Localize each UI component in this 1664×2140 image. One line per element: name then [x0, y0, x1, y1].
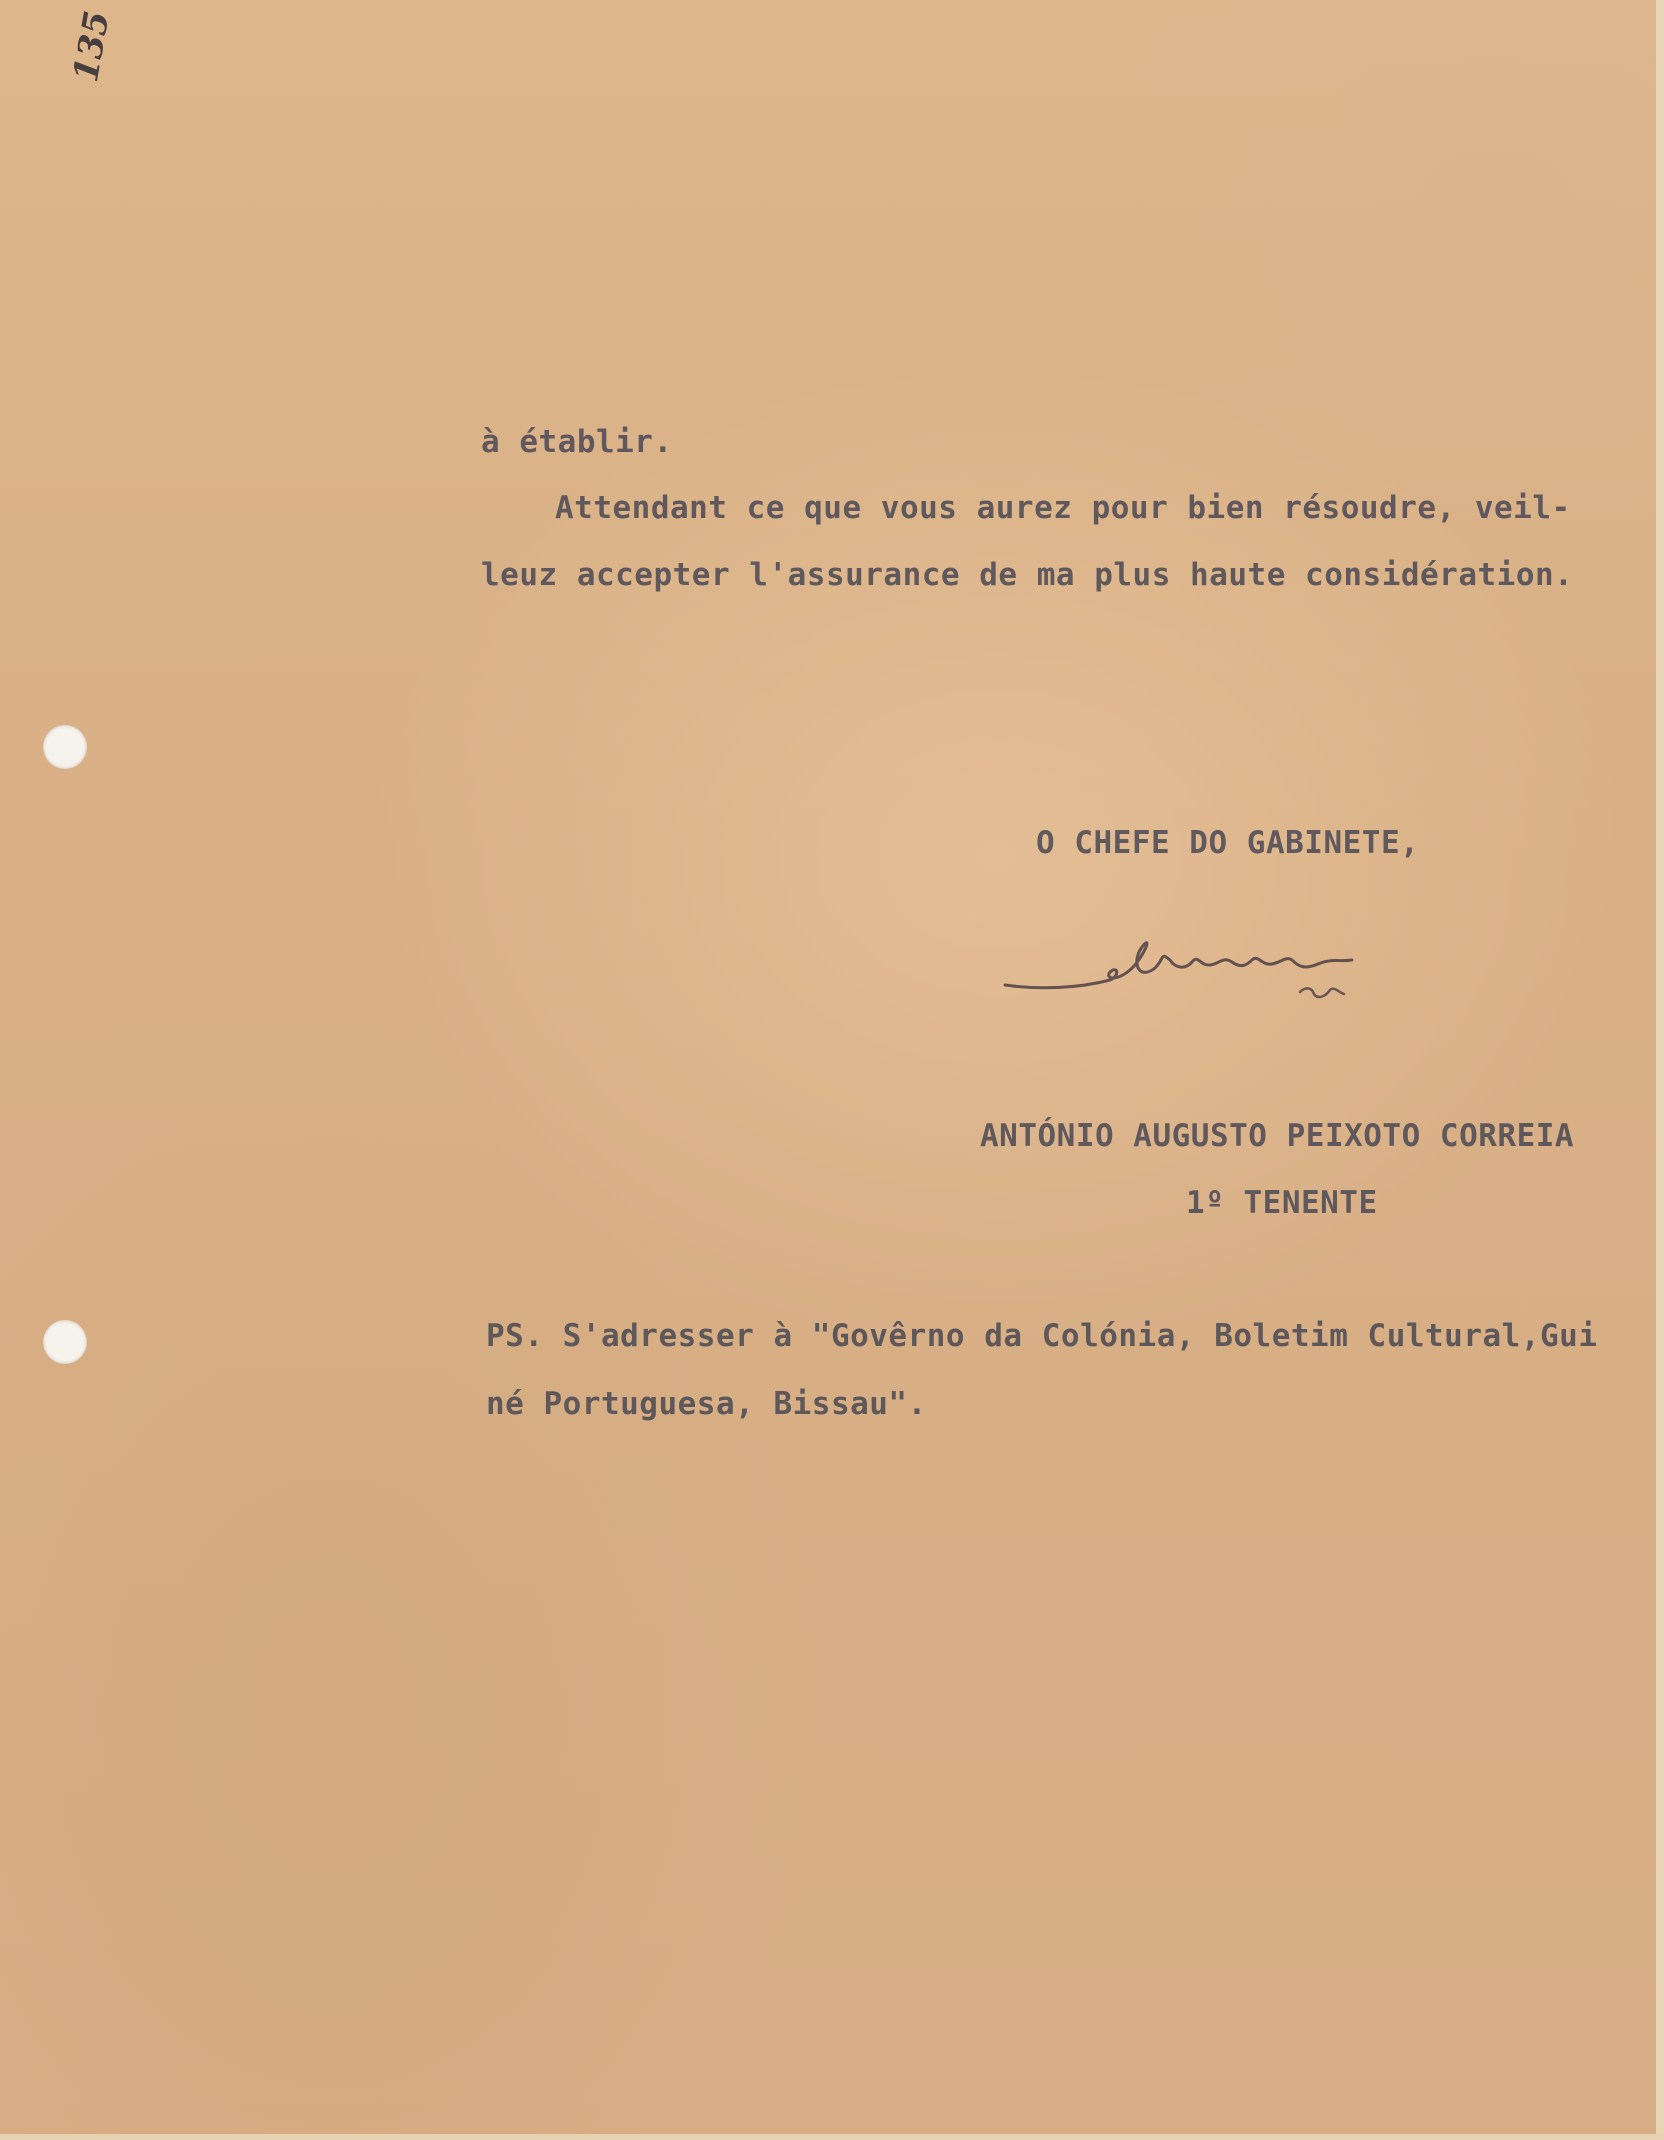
punch-hole-upper — [43, 725, 87, 769]
signatory-rank: 1º TENENTE — [1186, 1185, 1378, 1221]
body-line-2: Attendant ce que vous aurez pour bien résoudre, veil- — [555, 490, 1571, 526]
body-line-1: à établir. — [481, 424, 673, 460]
page-number: 135 — [66, 8, 118, 85]
postscript-line-1: PS. S'adresser à "Govêrno da Colónia, Boletim Cultural,Gui — [486, 1318, 1598, 1354]
paper-edge-right — [1656, 0, 1664, 2140]
signatory-name: ANTÓNIO AUGUSTO PEIXOTO CORREIA — [980, 1118, 1575, 1154]
postscript-line-2: né Portuguesa, Bissau". — [486, 1386, 927, 1422]
closing-title: O CHEFE DO GABINETE, — [1036, 825, 1420, 861]
punch-hole-lower — [43, 1320, 87, 1364]
paper-edge-bottom — [0, 2134, 1664, 2140]
body-line-3: leuz accepter l'assurance de ma plus haute considération. — [481, 557, 1574, 593]
handwritten-signature — [1000, 910, 1440, 1030]
